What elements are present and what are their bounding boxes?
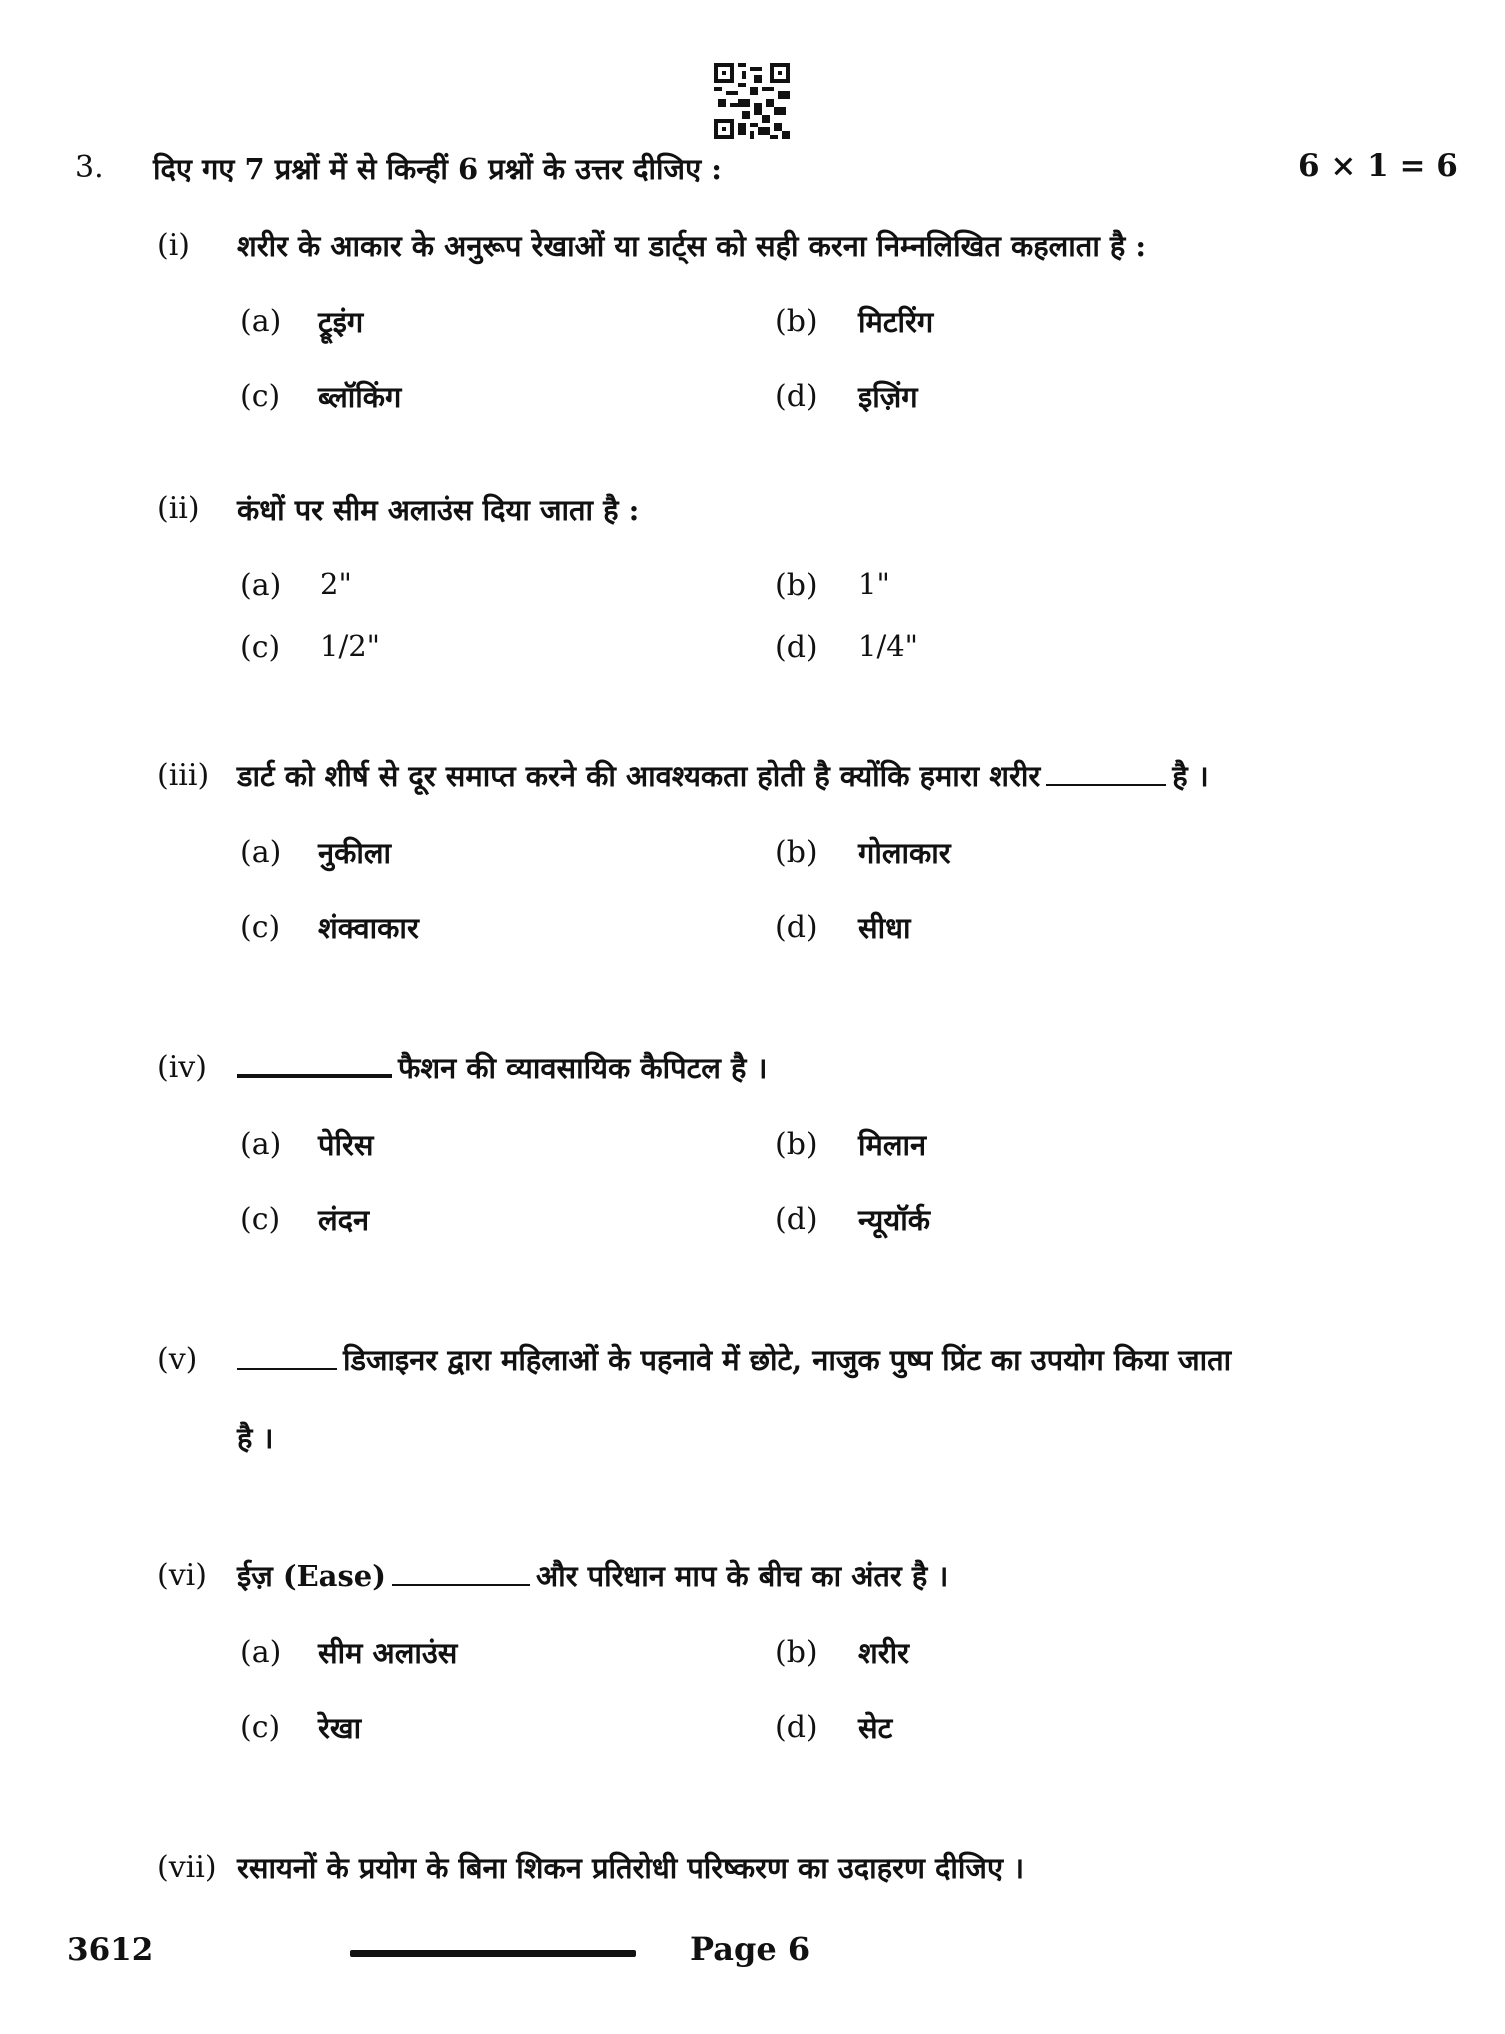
option-label: (d) <box>775 1202 818 1237</box>
subquestion-number: (vii) <box>157 1850 217 1885</box>
option-text: शंक्वाकार <box>318 911 419 945</box>
question-instruction: दिए गए 7 प्रश्नों में से किन्हीं 6 प्रश्नों के उत्तर दीजिए : <box>153 152 722 186</box>
option-label: (d) <box>775 379 818 414</box>
option-text: सीधा <box>858 911 911 945</box>
marks-allocation: 6 × 1 = 6 <box>1298 148 1458 184</box>
option-text: पेरिस <box>318 1128 374 1162</box>
option-text: ट्रूइंग <box>318 305 364 339</box>
subquestion-text-after: फैशन की व्यावसायिक कैपिटल है । <box>398 1051 768 1085</box>
page-number: Page 6 <box>690 1930 811 1968</box>
option-label: (a) <box>240 304 282 339</box>
subquestion-text-after: डिजाइनर द्वारा महिलाओं के पहनावे में छोटे, नाजुक पुष्प प्रिंट का उपयोग किया जाता <box>343 1343 1232 1377</box>
subquestion-text <box>237 1340 1231 1379</box>
option-label: (c) <box>240 379 281 414</box>
subquestion-number: (i) <box>157 228 191 263</box>
answer-blank <box>1046 783 1166 786</box>
option-label: (b) <box>775 1635 818 1670</box>
subquestion-text-before: ईज़ (Ease) <box>237 1559 386 1593</box>
option-label: (c) <box>240 1710 281 1745</box>
subquestion-number: (iii) <box>157 758 210 793</box>
subquestion-text: शरीर के आकार के अनुरूप रेखाओं या डार्ट्स को सही करना निम्नलिखित कहलाता है : <box>237 229 1147 263</box>
option-label: (a) <box>240 568 282 603</box>
option-text: 1/2" <box>320 629 381 663</box>
option-text: मिलान <box>858 1128 927 1162</box>
option-text: नुकीला <box>318 836 392 870</box>
option-text: सेट <box>858 1711 893 1745</box>
subquestion-text-continuation: है । <box>237 1421 274 1455</box>
subquestion-number: (ii) <box>157 491 200 526</box>
option-label: (c) <box>240 1202 281 1237</box>
option-label: (d) <box>775 910 818 945</box>
option-text: 1" <box>858 567 890 601</box>
option-text: न्यूयॉर्क <box>858 1203 930 1237</box>
subquestion-text <box>237 1556 948 1595</box>
option-text: रेखा <box>318 1711 362 1745</box>
option-label: (d) <box>775 630 818 665</box>
option-label: (b) <box>775 1127 818 1162</box>
subquestion-number: (iv) <box>157 1050 207 1085</box>
option-label: (b) <box>775 568 818 603</box>
option-label: (a) <box>240 1127 282 1162</box>
answer-blank <box>237 1367 337 1370</box>
subquestion-text: रसायनों के प्रयोग के बिना शिकन प्रतिरोधी परिष्करण का उदाहरण दीजिए । <box>237 1851 1025 1885</box>
option-label: (b) <box>775 835 818 870</box>
subquestion-text-before: डार्ट को शीर्ष से दूर समाप्त करने की आवश्यकता होती है क्योंकि हमारा शरीर <box>237 759 1041 793</box>
subquestion-number: (vi) <box>157 1558 207 1593</box>
subquestion-text <box>237 1048 767 1087</box>
footer-divider <box>350 1950 636 1957</box>
answer-blank <box>237 1073 392 1078</box>
paper-code: 3612 <box>67 1932 154 1968</box>
option-text: ब्लॉकिंग <box>318 380 402 414</box>
subquestion-text: कंधों पर सीम अलाउंस दिया जाता है : <box>237 493 640 527</box>
option-label: (c) <box>240 630 281 665</box>
option-text: मिटरिंग <box>858 305 934 339</box>
option-text: गोलाकार <box>858 836 951 870</box>
subquestion-text-after: और परिधान माप के बीच का अंतर है । <box>535 1559 949 1593</box>
option-label: (a) <box>240 1635 282 1670</box>
qr-code-icon <box>714 63 790 139</box>
subquestion-number: (v) <box>157 1342 198 1377</box>
subquestion-text <box>237 756 1209 795</box>
option-text: लंदन <box>318 1203 370 1237</box>
option-label: (b) <box>775 304 818 339</box>
option-text: 2" <box>320 567 352 601</box>
subquestion-text-after: है । <box>1172 759 1209 793</box>
option-label: (c) <box>240 910 281 945</box>
question-number: 3. <box>75 150 104 185</box>
option-label: (a) <box>240 835 282 870</box>
option-label: (d) <box>775 1710 818 1745</box>
option-text: सीम अलाउंस <box>318 1636 458 1670</box>
answer-blank <box>392 1583 530 1586</box>
option-text: इज़िंग <box>858 380 918 414</box>
option-text: 1/4" <box>858 629 919 663</box>
option-text: शरीर <box>858 1636 909 1670</box>
